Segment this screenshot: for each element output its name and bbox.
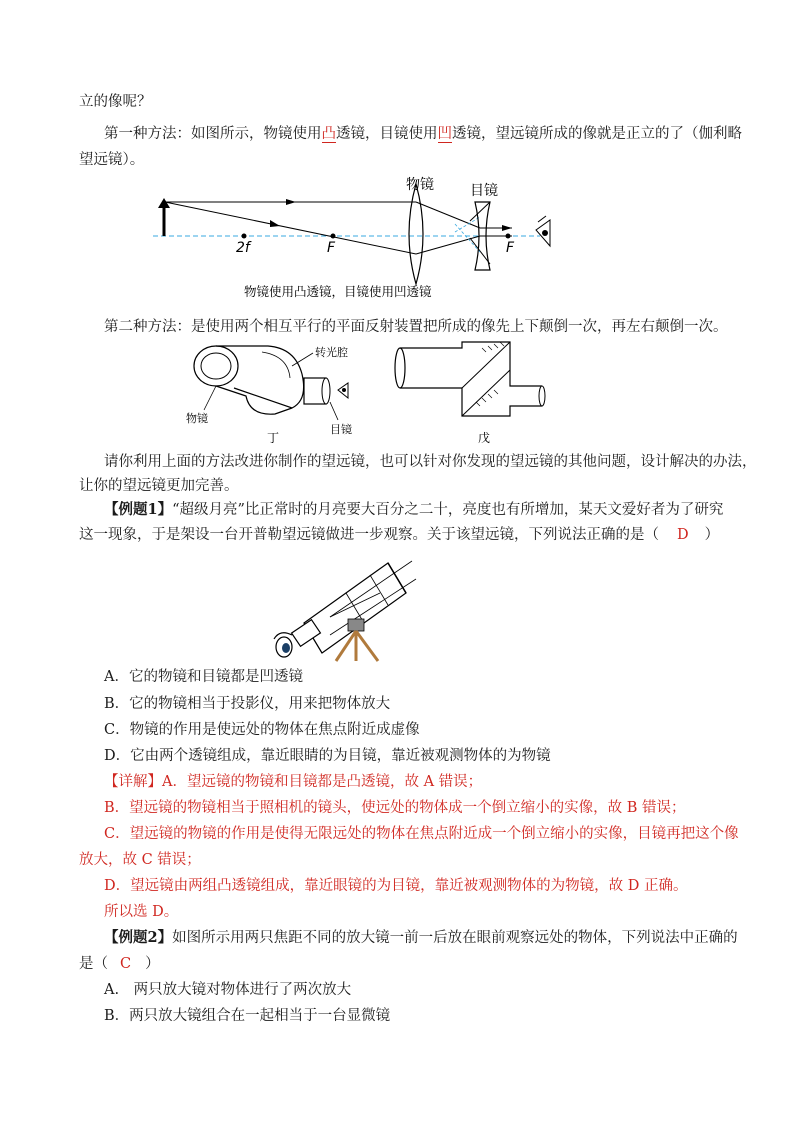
example2-stem-line2: 是（ C ）: [79, 956, 160, 972]
kepler-telescope-illustration: [270, 555, 420, 663]
example1-option-a: A．它的物镜和目镜都是凹透镜: [104, 669, 303, 685]
objective-label: 物镜: [406, 177, 434, 193]
eye-icon: [338, 383, 348, 398]
prism-label: 转光腔: [315, 346, 348, 359]
example1-option-c: C．物镜的作用是使远处的物体在焦点附近成虚像: [104, 722, 420, 738]
eye-icon: [536, 216, 550, 246]
concave-mark: 凹: [437, 126, 452, 142]
example2-option-b: B．两只放大镜组合在一起相当于一台显微镜: [104, 1008, 391, 1024]
advice-line1: 请你利用上面的方法改进你制作的望远镜，也可以针对你发现的望远镜的其他问题，设计解决的办法，: [104, 454, 757, 470]
figure1-caption: 物镜使用凸透镜，目镜使用凹透镜: [244, 284, 432, 299]
explain-line: C．望远镜的物镜的作用是使得无限远处的物体在焦点附近成一个倒立缩小的实像，目镜再把这个像: [104, 826, 739, 842]
prism-telescope-figure-left: [180, 338, 375, 446]
example1-stem: 【例题1】“超级月亮”比正常时的月亮要大百分之二十，亮度也有所增加，某天文爱好者为了研究: [104, 501, 724, 518]
explain-line: D．望远镜由两组凸透镜组成，靠近眼镜的为目镜，靠近被观测物体的为物镜，故 D 正确。: [104, 878, 688, 894]
eye-icon: [274, 633, 292, 657]
example2-answer: C: [120, 956, 132, 972]
explain-line: 放大，故 C 错误；: [79, 852, 201, 868]
label-f-left: F: [327, 240, 336, 256]
convex-mark: 凸: [321, 126, 336, 142]
label-2f: 2f: [236, 240, 250, 256]
eyepiece-label: 目镜: [470, 183, 498, 199]
figure-caption-ding: 丁: [267, 431, 280, 445]
eyepiece-label: 目镜: [330, 423, 352, 436]
explain-line: B．望远镜的物镜相当于照相机的镜头，使远处的物体成一个倒立缩小的实像，故 B 错误；: [104, 800, 686, 816]
example2-tag: 【例题2】: [104, 929, 173, 946]
method2-paragraph: 第二种方法：是使用两个相互平行的平面反射装置把所成的像先上下颠倒一次，再左右颠倒一次。: [104, 319, 728, 335]
galilean-telescope-diagram: [150, 172, 580, 302]
prism-telescope-figure-right: [392, 338, 567, 446]
method1-paragraph: 第一种方法：如图所示，物镜使用凸透镜，目镜使用凹透镜，望远镜所成的像就是正立的了（伽利略: [104, 126, 742, 142]
example1-option-d: D．它由两个透镜组成，靠近眼睛的为目镜，靠近被观测物体的为物镜: [104, 748, 551, 764]
example1-option-b: B．它的物镜相当于投影仪，用来把物体放大: [104, 696, 391, 712]
label-f-right: F: [506, 240, 515, 256]
intro-line: 立的像呢？: [79, 94, 152, 110]
method1-paragraph-line2: 望远镜）。: [79, 152, 145, 168]
figure-caption-wu: 戊: [478, 431, 491, 445]
objective-label: 物镜: [186, 412, 208, 425]
example2-option-a: A. 两只放大镜对物体进行了两次放大: [104, 982, 352, 998]
advice-line2: 让你的望远镜更加完善。: [79, 478, 239, 494]
example1-tag: 【例题1】: [104, 501, 173, 518]
explain-line: 【详解】A．望远镜的物镜和目镜都是凸透镜，故 A 错误；: [104, 774, 483, 790]
example1-answer: D: [677, 527, 689, 543]
explain-line: 所以选 D。: [104, 904, 179, 920]
example1-stem-line2: 这一现象，于是架设一台开普勒望远镜做进一步观察。关于该望远镜，下列说法正确的是（ D ）: [79, 527, 720, 543]
example2-stem: 【例题2】如图所示用两只焦距不同的放大镜一前一后放在眼前观察远处的物体，下列说法中正确的: [104, 929, 738, 946]
